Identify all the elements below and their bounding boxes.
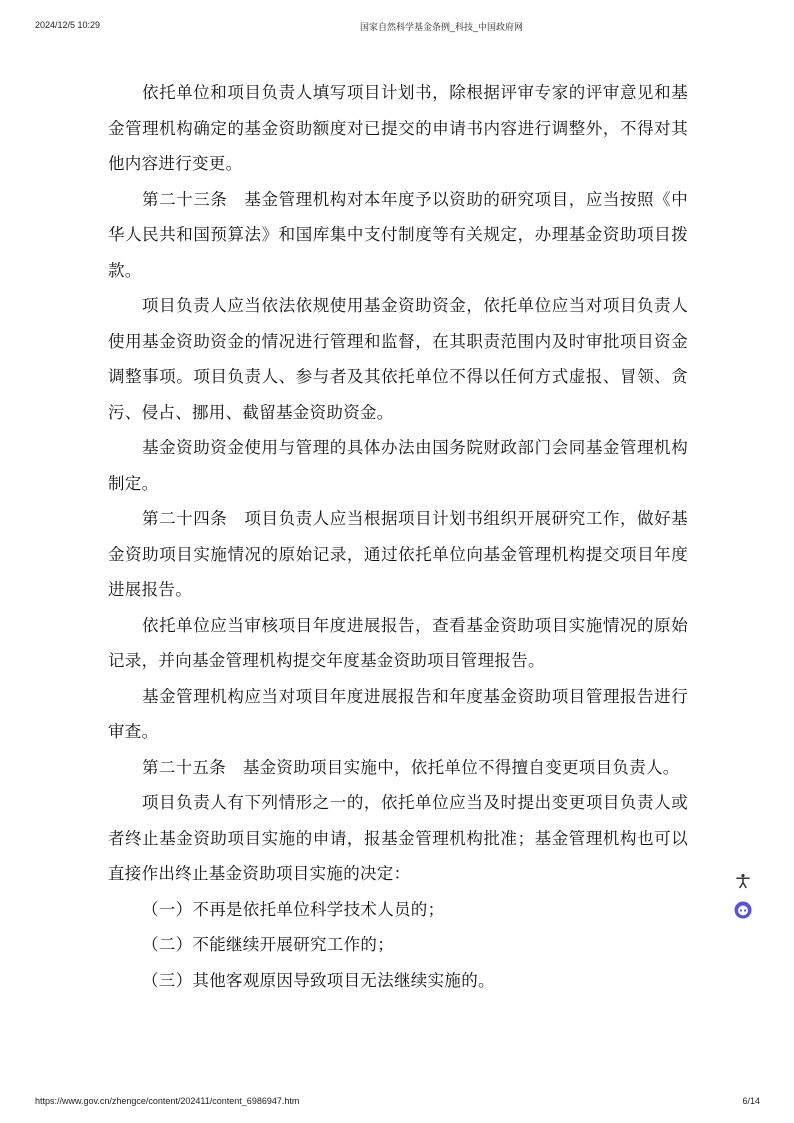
- paragraph: 项目负责人应当依法依规使用基金资助资金，依托单位应当对项目负责人使用基金资助资金的情况进行管理和监督，在其职责范围内及时审批项目资金调整事项。项目负责人、参与者及其依托单位不得以任何方式虚报、冒领、贪污、侵占、挪用、截留基金资助资金。: [108, 296, 688, 422]
- robot-assistant-icon: [733, 900, 753, 920]
- article-23: 第二十三条 基金管理机构对本年度予以资助的研究项目，应当按照《中华人民共和国预算法》和国库集中支付制度等有关规定，办理基金资助项目拨款。: [108, 189, 688, 280]
- paragraph: 基金资助资金使用与管理的具体办法由国务院财政部门会同基金管理机构制定。: [108, 438, 688, 493]
- print-header: [0, 20, 794, 34]
- paragraph: 依托单位和项目负责人填写项目计划书，除根据评审专家的评审意见和基金管理机构确定的基金资助额度对已提交的申请书内容进行调整外，不得对其他内容进行变更。: [108, 83, 688, 173]
- list-item: （三）其他客观原因导致项目无法继续实施的。: [142, 970, 495, 990]
- accessibility-button[interactable]: [732, 870, 754, 892]
- list-item: （二）不能继续开展研究工作的；: [142, 935, 394, 954]
- page-number: 6/14: [742, 1096, 760, 1106]
- paragraph: 项目负责人有下列情形之一的，依托单位应当及时提出变更项目负责人或者终止基金资助项目实施的申请，报基金管理机构批准；基金管理机构也可以直接作出终止基金资助项目实施的决定：: [108, 793, 688, 883]
- page-url: https://www.gov.cn/zhengce/content/202411/content_6986947.htm: [35, 1096, 300, 1106]
- accessibility-icon: [735, 873, 751, 889]
- assistant-button[interactable]: [732, 899, 754, 921]
- article-25: 第二十五条 基金资助项目实施中，依托单位不得擅自变更项目负责人。: [142, 757, 680, 777]
- floating-toolbar: [732, 870, 756, 928]
- print-footer: [0, 1096, 794, 1110]
- list-item: （一）不再是依托单位科学技术人员的；: [142, 899, 445, 919]
- article-body: [108, 75, 688, 998]
- paragraph: 基金管理机构应当对项目年度进展报告和年度基金资助项目管理报告进行审查。: [108, 686, 688, 741]
- print-page-title: 国家自然科学基金条例_科技_中国政府网: [360, 22, 524, 32]
- article-24: 第二十四条 项目负责人应当根据项目计划书组织开展研究工作，做好基金资助项目实施情况的原始记录，通过依托单位向基金管理机构提交项目年度进展报告。: [108, 509, 688, 599]
- paragraph: 依托单位应当审核项目年度进展报告，查看基金资助项目实施情况的原始记录，并向基金管理机构提交年度基金资助项目管理报告。: [108, 615, 688, 670]
- print-date: 2024/12/5 10:29: [35, 20, 101, 30]
